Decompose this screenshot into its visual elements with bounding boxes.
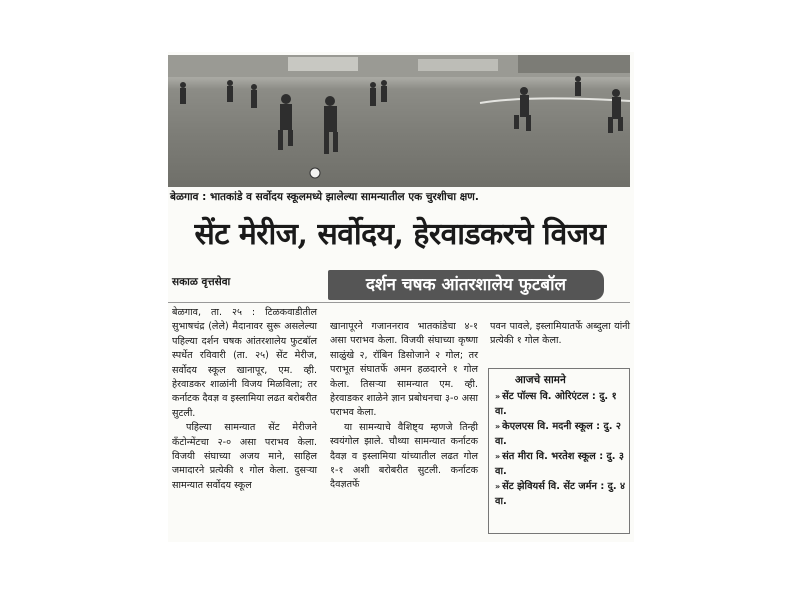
match-item [489,479,629,509]
divider [168,302,630,303]
match-item [489,389,629,419]
todays-matches-box [488,368,630,534]
tournament-banner: दर्शन चषक आंतरशालेय फुटबॉल [328,270,604,300]
article-paragraph: या सामन्याचे वैशिष्ट्य म्हणजे तिन्ही स्वयंगोल झाले. चौथ्या सामन्यात कर्नाटक दैवज्ञ व इस्लामिया यांच्यातील लढत गोल १-१ अशी बरोबरीत सुटली. कर्नाटक दैवज्ञतर्फे [330,421,478,491]
match-text: संत मीरा वि. भरतेश स्कूल : दु. ३ वा. [495,451,624,477]
match-text: सेंट पॉल्स वि. ओरिएंटल : दु. १ वा. [495,391,617,417]
article-column-3 [490,320,630,349]
double-chevron-icon: » [495,452,501,461]
article-paragraph: पहिल्या सामन्यात सेंट मेरीजने कॅंटोन्मेंटचा २-० असा पराभव केला. विजयी संघाच्या अजय माने, साहिल जमादारने प्रत्येकी १ गोल केला. दुसऱ्या सामन्यात सर्वोदय स्कूल [172,422,317,491]
article-column-2 [330,320,478,493]
article-paragraph: पवन पावले, इस्लामियातर्फे अब्दुला यांनी प्रत्येकी १ गोल केला. [490,321,630,347]
headline: सेंट मेरीज, सर्वोदय, हेरवाडकरचे विजय [194,217,606,252]
match-item [489,419,629,449]
article-paragraph: खानापूरने गजाननराव भातकांडेचा ४-१ असा पराभव केला. विजयी संघाच्या कृष्णा साळुंखे २, रॉबिन डिसोजाने २ गोल; तर पराभूत संघातर्फे अमन हळदारने १ गोल केला. तिसऱ्या सामन्यात एम. व्ही. हेरवाडकर शाळेने ज्ञान प्रबोधनचा ३-० असा पराभव केला. [330,321,478,419]
article-column-1 [172,306,317,493]
photo-caption: बेळगाव : भातकांडे व सर्वोदय स्कूलमध्ये झालेल्या सामन्यातील एक चुरशीचा क्षण. [170,191,479,203]
double-chevron-icon: » [495,422,501,431]
double-chevron-icon: » [495,482,501,491]
article-paragraph: बेळगाव, ता. २५ : टिळकवाडीतील सुभाषचंद्र (लेले) मैदानावर सुरू असलेल्या पहिल्या दर्शन चषक आंतरशालेय फुटबॉल स्पर्धेत रविवारी (ता. २५) सेंट मेरीज, सर्वोदय स्कूल खानापूर, एम. व्ही. हेरवाडकर शाळांनी विजय मिळविला; तर कर्नाटक दैवज्ञ व इस्लामिया लढत बरोबरीत सुटली. [172,307,317,419]
double-chevron-icon: » [495,392,501,401]
match-text: सेंट झेवियर्स वि. सेंट जर्मन : दु. ४ वा. [495,481,626,507]
football-match-photo [168,55,630,187]
box-title: आजचे सामने [515,374,566,386]
byline: सकाळ वृत्तसेवा [172,276,231,288]
match-item [489,449,629,479]
match-text: केएलएस वि. मदनी स्कूल : दु. २ वा. [495,421,621,447]
